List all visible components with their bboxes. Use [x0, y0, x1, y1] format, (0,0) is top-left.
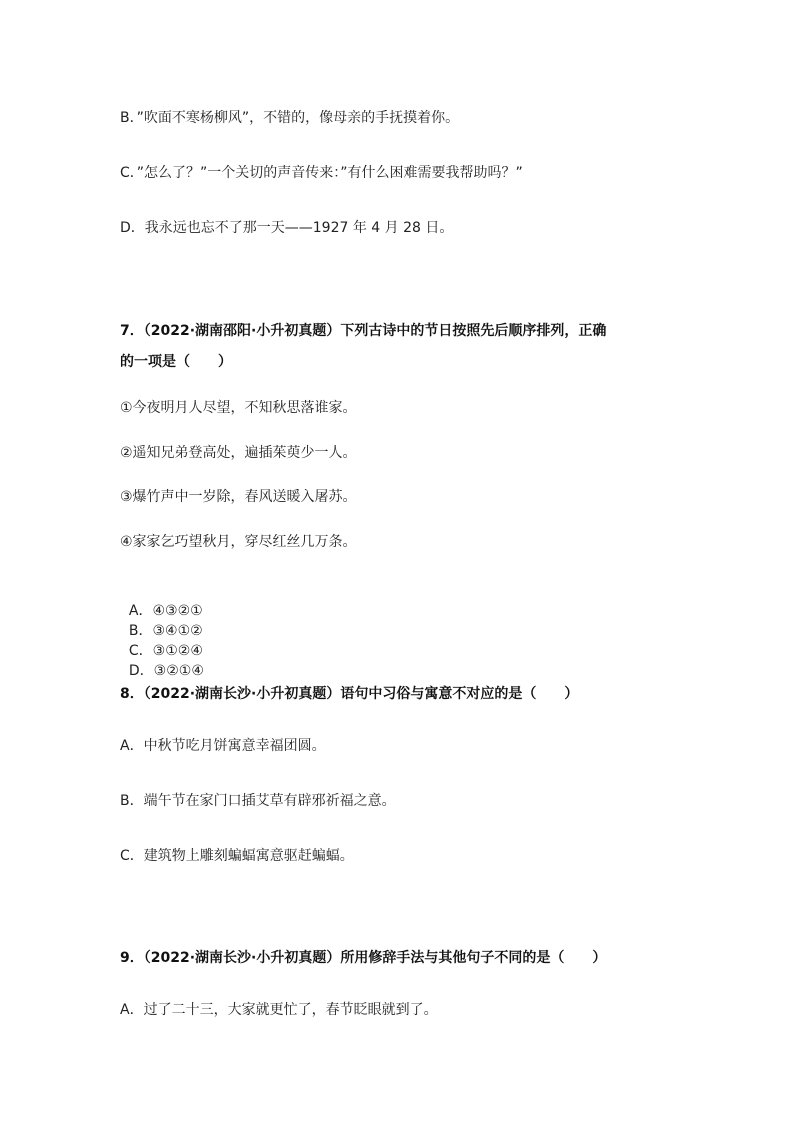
q7-item-2: ②遥知兄弟登高处，遍插茱萸少一人。: [120, 445, 357, 461]
q6-option-b: B．”吹面不寒杨柳风”，不错的，像母亲的手抚摸着你。: [120, 110, 460, 126]
q7-title-line1: 7．（2022·湖南邵阳·小升初真题）下列古诗中的节日按照先后顺序排列，正确: [120, 323, 607, 339]
q7-choice-a: A．④③②①: [128, 603, 203, 619]
q7-choice-c: C．③①②④: [128, 643, 203, 659]
q7-title-line2: 的一项是（ ）: [120, 354, 232, 370]
q7-choice-d: D．③②①④: [128, 663, 204, 679]
q7-choice-b: B．③④①②: [128, 623, 203, 639]
q7-item-1: ①今夜明月人尽望，不知秋思落谁家。: [120, 400, 357, 416]
q6-option-c: C．”怎么了？”一个关切的声音传来：”有什么困难需要我帮助吗？”: [120, 165, 523, 181]
q7-item-3: ③爆竹声中一岁除，春风送暖入屠苏。: [120, 489, 357, 505]
q8-title: 8．（2022·湖南长沙·小升初真题）语句中习俗与寓意不对应的是（ ）: [120, 686, 579, 702]
q9-title: 9．（2022·湖南长沙·小升初真题）所用修辞手法与其他句子不同的是（ ）: [120, 950, 607, 966]
q8-option-b: B．端午节在家门口插艾草有辟邪祈福之意。: [120, 793, 396, 809]
q7-item-4: ④家家乞巧望秋月，穿尽红丝几万条。: [120, 534, 357, 550]
q8-option-a: A．中秋节吃月饼寓意幸福团圆。: [120, 738, 326, 754]
q6-option-d: D．我永远也忘不了那一天——1927 年 4 月 28 日。: [120, 220, 454, 236]
q9-option-a: A．过了二十三，大家就更忙了，春节眨眼就到了。: [120, 1002, 438, 1018]
q7-choices: [120, 581, 240, 681]
q8-option-c: C．建筑物上雕刻蝙蝠寓意驱赶蝙蝠。: [120, 848, 354, 864]
